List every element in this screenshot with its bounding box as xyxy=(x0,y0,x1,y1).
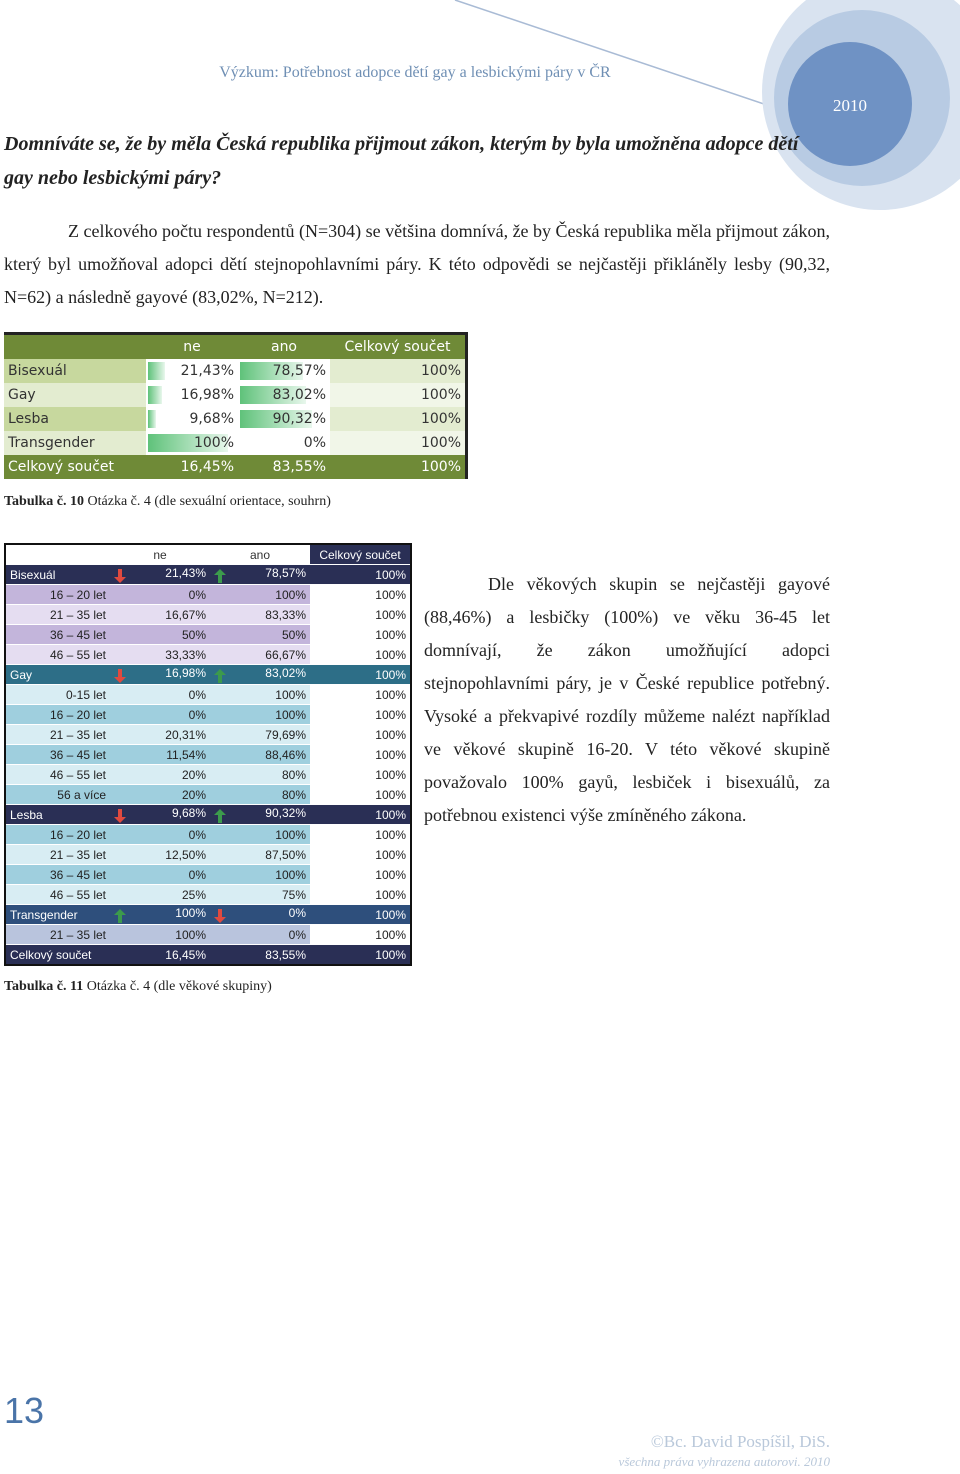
cell-value: 100% xyxy=(375,707,406,722)
cell-value: 20% xyxy=(181,787,206,802)
cell-value: 33,33% xyxy=(165,647,206,662)
age-row xyxy=(5,685,411,705)
cell-value: 100% xyxy=(375,767,406,782)
header-cell xyxy=(5,544,110,565)
cell-value: 100% xyxy=(375,687,406,702)
cell-value: Celkový součet xyxy=(10,947,92,962)
total-cell xyxy=(310,885,411,905)
age-row xyxy=(5,705,411,725)
cell-value: 100% xyxy=(375,787,406,802)
arrow-up-icon xyxy=(214,669,226,683)
cell-value: 21 – 35 let xyxy=(49,927,106,942)
cell-value: 100% xyxy=(175,927,206,942)
cell-value: 100% xyxy=(375,627,406,642)
cell-value: 83,02% xyxy=(272,387,326,403)
cell-value: 100% xyxy=(275,827,306,842)
cell-value: 100% xyxy=(275,707,306,722)
cell-value: 100% xyxy=(375,647,406,662)
ano-cell xyxy=(210,805,310,825)
cell-value: 100% xyxy=(375,667,406,682)
cell-value: 78,57% xyxy=(265,566,306,580)
ne-cell xyxy=(146,383,238,407)
header-cell: ano xyxy=(210,544,310,565)
total-cell xyxy=(330,359,467,383)
ne-cell xyxy=(110,705,210,725)
age-row xyxy=(5,785,411,805)
ano-cell xyxy=(210,685,310,705)
total-cell xyxy=(310,905,411,925)
ano-cell xyxy=(210,865,310,885)
row-label xyxy=(4,383,146,407)
table-row xyxy=(4,407,467,431)
cell-value: 100% xyxy=(420,363,461,379)
header-cell: Celkový součet xyxy=(310,544,411,565)
question-heading: Domníváte se, že by měla Česká republika přijmout zákon, kterým by byla umožněna adopce dětí gay nebo lesbickými páry? xyxy=(4,133,799,189)
age-row xyxy=(5,585,411,605)
cell-value: 9,68% xyxy=(189,411,234,427)
ne-cell xyxy=(110,945,210,966)
age-row xyxy=(5,725,411,745)
cell-value: 11,54% xyxy=(166,747,206,762)
total-cell xyxy=(310,825,411,845)
ne-cell xyxy=(110,865,210,885)
cell-value: 100% xyxy=(375,927,406,942)
ano-cell xyxy=(210,605,310,625)
intro-paragraph: Z celkového počtu respondentů (N=304) se většina domnívá, že by Česká republika měla přijmout zákon, který byl umožňoval adopci dětí stejnopohlavními páry. K této odpovědi se nejčastěji přikláněly lesby (90,32, N=62) a následně gayové (83,02%, N=212). xyxy=(4,221,830,307)
ne-cell xyxy=(110,725,210,745)
cell-value: 100% xyxy=(175,906,206,920)
ano-cell xyxy=(210,625,310,645)
ne-cell xyxy=(110,925,210,945)
total-cell xyxy=(310,705,411,725)
ne-cell xyxy=(146,431,238,455)
age-row xyxy=(5,865,411,885)
arrow-up-icon xyxy=(114,909,126,923)
row-label xyxy=(5,645,110,665)
row-label xyxy=(5,745,110,765)
ne-cell xyxy=(146,359,238,383)
cell-value: 66,67% xyxy=(265,647,306,662)
ne-cell xyxy=(146,407,238,431)
cell-value: 83,02% xyxy=(265,666,306,680)
row-label xyxy=(4,359,146,383)
row-label xyxy=(5,585,110,605)
data-bar xyxy=(148,410,156,428)
cell-value: 0% xyxy=(288,906,306,920)
ne-cell xyxy=(110,605,210,625)
row-label xyxy=(5,665,110,685)
total-cell xyxy=(310,585,411,605)
cell-value: 100% xyxy=(275,867,306,882)
cell-value: Gay xyxy=(8,387,36,403)
row-label: Celkový součet xyxy=(4,455,146,479)
cell-value: 50% xyxy=(281,627,306,642)
cell-value: 100% xyxy=(375,907,406,922)
total-cell xyxy=(330,407,467,431)
cell-value: 100% xyxy=(420,411,461,427)
cell-value: 36 – 45 let xyxy=(49,747,106,762)
running-title: Výzkum: Potřebnost adopce dětí gay a lesbickými páry v ČR xyxy=(219,64,611,81)
ano-cell xyxy=(238,383,330,407)
total-cell xyxy=(310,685,411,705)
group-row xyxy=(5,805,411,825)
header-cell xyxy=(4,334,146,360)
total-cell xyxy=(310,565,411,585)
table-header-row xyxy=(5,544,411,565)
page-number: 13 xyxy=(4,1390,45,1431)
ne-cell xyxy=(110,785,210,805)
age-row xyxy=(5,605,411,625)
caption-prefix: Tabulka č. 10 xyxy=(4,494,85,509)
cell-value: Bisexuál xyxy=(8,363,67,379)
row-label xyxy=(5,925,110,945)
header-cell: ne xyxy=(146,334,238,360)
ano-cell xyxy=(210,585,310,605)
ne-cell xyxy=(110,665,210,685)
ne-cell xyxy=(110,625,210,645)
ano-cell xyxy=(210,845,310,865)
total-cell xyxy=(310,845,411,865)
arrow-down-icon xyxy=(214,909,226,923)
ano-cell xyxy=(210,745,310,765)
cell-value: 0% xyxy=(288,927,306,942)
total-cell xyxy=(310,945,411,966)
cell-value: 100% xyxy=(375,607,406,622)
row-label xyxy=(5,865,110,885)
row-label xyxy=(4,407,146,431)
ne-cell xyxy=(110,745,210,765)
cell-value: Lesba xyxy=(8,411,49,427)
ano-cell xyxy=(210,765,310,785)
age-group-table xyxy=(4,543,412,966)
cell-value: 9,68% xyxy=(171,806,206,820)
row-label xyxy=(5,685,110,705)
cell-value: 100% xyxy=(375,747,406,762)
total-cell xyxy=(330,431,467,455)
caption-prefix: Tabulka č. 11 xyxy=(4,979,84,994)
ano-cell xyxy=(238,431,330,455)
cell-value: 16,98% xyxy=(165,666,206,680)
row-label xyxy=(5,845,110,865)
cell-value: 12,50% xyxy=(165,847,206,862)
table-caption xyxy=(4,494,331,510)
ano-cell xyxy=(210,705,310,725)
ne-cell xyxy=(110,845,210,865)
data-bar xyxy=(148,386,162,404)
cell-value: 20% xyxy=(181,767,206,782)
cell-value: 100% xyxy=(375,947,406,962)
cell-value: 100% xyxy=(375,847,406,862)
cell-value: 100% xyxy=(420,435,461,451)
age-row xyxy=(5,745,411,765)
ne-cell xyxy=(110,905,210,925)
total-cell xyxy=(310,605,411,625)
total-cell xyxy=(310,865,411,885)
cell-value: Lesba xyxy=(10,807,43,822)
age-row xyxy=(5,845,411,865)
row-label xyxy=(5,625,110,645)
cell-value: 16 – 20 let xyxy=(49,707,106,722)
row-label xyxy=(5,885,110,905)
cell-value: Transgender xyxy=(8,435,95,451)
ne-cell xyxy=(110,585,210,605)
cell-value: 83,55% xyxy=(265,947,306,962)
arrow-down-icon xyxy=(114,809,126,823)
orientation-table xyxy=(4,332,468,479)
total-row xyxy=(4,455,467,479)
row-label xyxy=(5,785,110,805)
group-row xyxy=(5,565,411,585)
cell-value: 50% xyxy=(181,627,206,642)
total-cell xyxy=(310,645,411,665)
arrow-up-icon xyxy=(214,569,226,583)
cell-value: 80% xyxy=(281,767,306,782)
cell-value: Transgender xyxy=(10,907,78,922)
age-analysis-paragraph: Dle věkových skupin se nejčastěji gayové (88,46%) a lesbičky (100%) ve věku 36-45 let domnívají, že zákon umožňující adopci stejnopohlavními páry, je v České republice potřebný. Vysoké a překvapivé rozdíly můžeme nalézt například ve věkové skupině 16-20. V této věkové skupině považovalo 100% gayů, lesbiček i bisexuálů, za potřebnou existenci výše zmíněného zákona. xyxy=(424,574,830,825)
cell-value: Bisexuál xyxy=(10,567,56,582)
cell-value: 100% xyxy=(193,435,234,451)
total-cell: 100% xyxy=(330,455,467,479)
ano-cell xyxy=(210,885,310,905)
ano-cell: 83,55% xyxy=(238,455,330,479)
cell-value: 46 – 55 let xyxy=(49,767,106,782)
cell-value: 36 – 45 let xyxy=(49,627,106,642)
cell-value: 21 – 35 let xyxy=(49,727,106,742)
total-cell xyxy=(310,665,411,685)
row-label xyxy=(5,565,110,585)
cell-value: 100% xyxy=(275,587,306,602)
ano-cell xyxy=(210,725,310,745)
cell-value: 16 – 20 let xyxy=(49,587,106,602)
cell-value: 100% xyxy=(375,727,406,742)
table-row xyxy=(4,359,467,383)
cell-value: 36 – 45 let xyxy=(49,867,106,882)
total-cell xyxy=(310,925,411,945)
total-cell xyxy=(330,383,467,407)
header-cell: ano xyxy=(238,334,330,360)
cell-value: 0% xyxy=(188,707,206,722)
cell-value: 0% xyxy=(188,827,206,842)
ne-cell xyxy=(110,885,210,905)
cell-value: 21,43% xyxy=(165,566,206,580)
age-row xyxy=(5,645,411,665)
cell-value: Gay xyxy=(10,667,33,682)
cell-value: 100% xyxy=(275,687,306,702)
data-bar xyxy=(148,362,165,380)
header-cell: ne xyxy=(110,544,210,565)
row-label xyxy=(4,431,146,455)
cell-value: 0% xyxy=(188,867,206,882)
ne-cell xyxy=(110,685,210,705)
total-cell xyxy=(310,725,411,745)
cell-value: 16,98% xyxy=(180,387,234,403)
cell-value: 16,45% xyxy=(165,947,206,962)
ano-cell xyxy=(210,905,310,925)
cell-value: 20,31% xyxy=(165,727,206,742)
cell-value: 100% xyxy=(375,807,406,822)
age-row xyxy=(5,825,411,845)
caption-text: Otázka č. 4 (dle věkové skupiny) xyxy=(83,979,272,994)
table-row xyxy=(4,431,467,455)
cell-value: 80% xyxy=(281,787,306,802)
group-row xyxy=(5,665,411,685)
cell-value: 21 – 35 let xyxy=(49,607,106,622)
table-header-row xyxy=(4,334,467,360)
cell-value: 83,33% xyxy=(265,607,306,622)
ne-cell xyxy=(110,565,210,585)
row-label xyxy=(5,705,110,725)
row-label xyxy=(5,605,110,625)
ne-cell xyxy=(110,765,210,785)
total-cell xyxy=(310,745,411,765)
ne-cell: 16,45% xyxy=(146,455,238,479)
cell-value: 46 – 55 let xyxy=(49,647,106,662)
cell-value: 0-15 let xyxy=(65,687,106,702)
cell-value: 75% xyxy=(281,887,306,902)
cell-value: 90,32% xyxy=(272,411,326,427)
ano-cell xyxy=(238,407,330,431)
cell-value: 100% xyxy=(375,587,406,602)
ne-cell xyxy=(110,645,210,665)
author-credit: ©Bc. David Pospíšil, DiS. xyxy=(650,1432,830,1451)
caption-text: Otázka č. 4 (dle sexuální orientace, souhrn) xyxy=(84,494,331,509)
table-row xyxy=(4,383,467,407)
cell-value: 100% xyxy=(375,887,406,902)
ano-cell xyxy=(210,945,310,966)
cell-value: 0% xyxy=(188,587,206,602)
age-row xyxy=(5,765,411,785)
arrow-down-icon xyxy=(114,569,126,583)
total-cell xyxy=(310,625,411,645)
arrow-up-icon xyxy=(214,809,226,823)
total-cell xyxy=(310,785,411,805)
cell-value: 100% xyxy=(375,827,406,842)
ne-cell xyxy=(110,805,210,825)
cell-value: 100% xyxy=(375,567,406,582)
arrow-down-icon xyxy=(114,669,126,683)
cell-value: 0% xyxy=(303,435,326,451)
cell-value: 100% xyxy=(375,867,406,882)
cell-value: 16,67% xyxy=(165,607,206,622)
year-badge: 2010 xyxy=(833,96,867,115)
table-caption xyxy=(4,979,272,995)
cell-value: 21 – 35 let xyxy=(49,847,106,862)
ano-cell xyxy=(210,665,310,685)
total-cell xyxy=(310,805,411,825)
cell-value: 56 a více xyxy=(57,787,106,802)
cell-value: 87,50% xyxy=(265,847,306,862)
age-row xyxy=(5,925,411,945)
cell-value: 90,32% xyxy=(265,806,306,820)
group-row xyxy=(5,905,411,925)
total-cell xyxy=(310,765,411,785)
age-row xyxy=(5,625,411,645)
cell-value: 21,43% xyxy=(180,363,234,379)
row-label xyxy=(5,805,110,825)
cell-value: 0% xyxy=(188,687,206,702)
total-row xyxy=(5,945,411,966)
cell-value: 100% xyxy=(420,387,461,403)
ano-cell xyxy=(210,645,310,665)
cell-value: 46 – 55 let xyxy=(49,887,106,902)
header-cell: Celkový součet xyxy=(330,334,467,360)
ano-cell xyxy=(210,825,310,845)
rights-notice: všechna práva vyhrazena autorovi. 2010 xyxy=(618,1454,830,1469)
cell-value: 16 – 20 let xyxy=(49,827,106,842)
row-label xyxy=(5,945,110,966)
cell-value: 78,57% xyxy=(272,363,326,379)
ano-cell xyxy=(210,785,310,805)
ano-cell xyxy=(210,565,310,585)
cell-value: 88,46% xyxy=(265,747,306,762)
cell-value: 25% xyxy=(181,887,206,902)
ne-cell xyxy=(110,825,210,845)
row-label xyxy=(5,825,110,845)
ano-cell xyxy=(210,925,310,945)
ano-cell xyxy=(238,359,330,383)
age-row xyxy=(5,885,411,905)
row-label xyxy=(5,905,110,925)
row-label xyxy=(5,765,110,785)
cell-value: 79,69% xyxy=(265,727,306,742)
row-label xyxy=(5,725,110,745)
